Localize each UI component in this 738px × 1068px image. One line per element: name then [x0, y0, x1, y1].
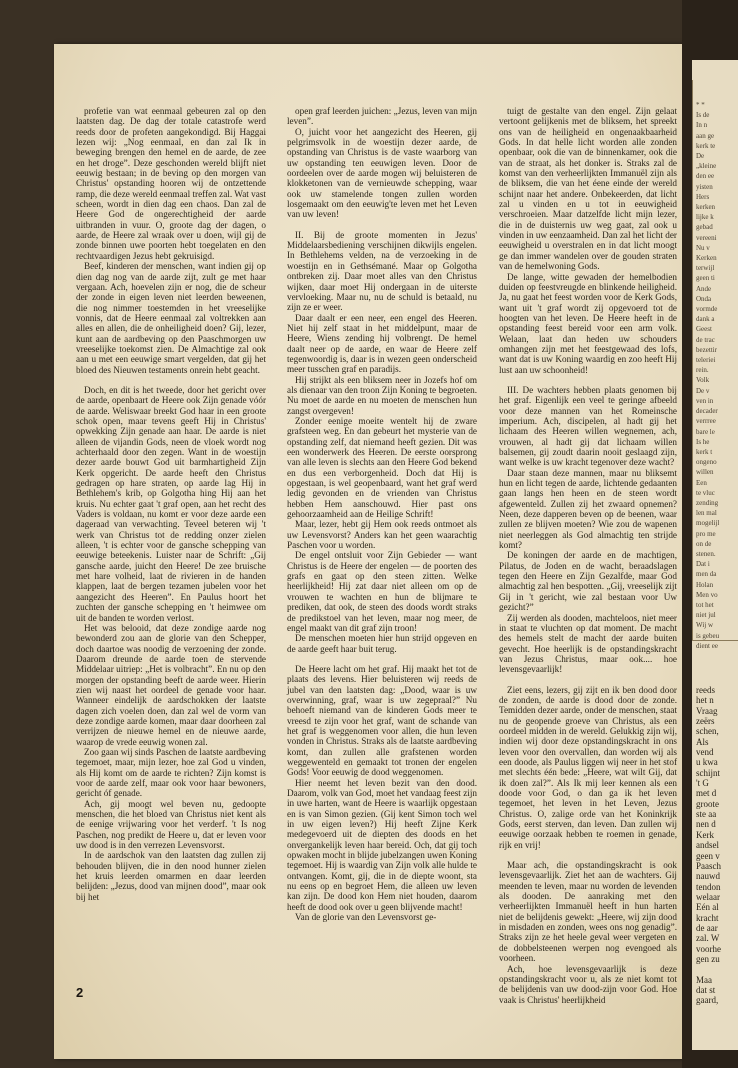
paragraph: De engel ontsluit voor Zijn Gebieder — want Christus is de Heere der engelen — de poorten des grafs en gaat op den steen zitten. Welke heerlijkheid! Hij zat daar niet alleen om op de vrouwen te wachten en hun de blijmare te prediken, dat ook, de steen des doods wordt straks de predikstoel van het leven, maar nog meer, de engel maakt van dit graf zijn troon! — [287, 550, 477, 633]
text-fragment: Volk — [696, 376, 710, 385]
text-fragment: met d — [696, 788, 717, 799]
text-fragment: te vluc — [696, 488, 715, 497]
text-fragment: gaard, — [696, 995, 719, 1006]
text-fragment: yisten — [696, 182, 713, 191]
text-fragment: ste aa — [696, 809, 717, 820]
text-fragment: De v — [696, 386, 710, 395]
text-fragment: zeërs — [696, 716, 715, 727]
text-fragment: nen d — [696, 819, 716, 830]
text-fragment: stenen. — [696, 549, 716, 558]
text-fragment: kerk te — [696, 141, 716, 150]
paragraph: De lange, witte gewaden der hemelbodien duiden op feestvreugde en blinkende heiligheid. Ja, nu gaat het feest worden voor de Kerk Gods, want uit 't graf wordt zij opgevoerd tot de hoogten van het leven. De Heere heeft in de opstanding feest bereid voor een arm volk. Welaan, laat dan heden uw schouders omhangen zijn met het feestgewaad des lofs, want dat is uw Koning waardig en zoo heeft Hij lust aan uw schoonheid! — [499, 271, 677, 375]
text-fragment: schen, — [696, 726, 719, 737]
text-fragment: Holan — [696, 580, 714, 589]
text-fragment: mogelijl — [696, 519, 720, 528]
text-fragment: Geest — [696, 325, 712, 334]
paragraph: Hier neemt het leven bezit van den dood. Daarom, volk van God, moet het vandaag feest zijn in uwe harten, want de Heere is waarlijk opgestaan en is van Simon gezien. (Gij kent Simon toch wel in uw eigen leven?) Hij heeft Zijne Kerk medegevoerd uit de diepten des doods en het onvergankelijk leven haar bereid. Och, dat gij toch opwaken mocht in blijde jubelzangen uwen Koning tegemoet. Hij is waardig van Zijn volk alle hulde te ontvangen. Komt, gij, die in de diepte woont, sta nu eens op en begroet Hem, die alleen uw leven kan zijn. De dood kon Hem niet houden, daarom heeft de dood ook over u geen blijvende macht! — [287, 777, 477, 912]
text-fragment: kerk t — [696, 447, 713, 456]
text-fragment: Is de — [696, 111, 710, 120]
text-fragment: schijnt — [696, 767, 720, 778]
text-fragment: welaar — [696, 891, 720, 902]
text-fragment: tot het — [696, 600, 714, 609]
paragraph: O, juicht voor het aangezicht des Heeren, gij pelgrimsvolk in de woestijn dezer aarde, de opstanding van Christus is de vaste waarborg van uw opstanding ten eeuwigen leven. Door de oordeelen over de aarde mogen wij beluisteren de klokketonen van de vernieuwde schepping, waar ook uw stamelende tongen zullen worden losgemaakt om den eeuwig'te leven met het Leven van uw leven! — [287, 126, 477, 220]
text-fragment: decader — [696, 407, 718, 416]
text-fragment: Ande — [696, 284, 712, 293]
text-fragment: Kerken — [696, 254, 717, 263]
text-fragment: den ee — [696, 172, 715, 181]
paragraph: De koningen der aarde en de machtigen, Pilatus, de Joden en de wacht, beraadslagen tegen den Heere en Zijn Gezalfde, maar God almachtig zal hen bespotten. „Gij, vreeselijk zijt Gij in 't gericht, wie zal bestaan voor Uw gezicht?” — [499, 550, 677, 613]
divider — [692, 80, 693, 640]
text-fragment: Als — [696, 736, 709, 747]
text-fragment: Kerk — [696, 829, 714, 840]
text-fragment: vormde — [696, 305, 718, 314]
column-2 — [287, 106, 477, 922]
text-fragment: aan ge — [696, 131, 715, 140]
paragraph: Hij strijkt als een bliksem neer in Jozefs hof om als dienaar van den troon Zijn Koning te begroeten. Nu moet de aarde en nu moeten de menschen hun zangst overgeven! — [287, 374, 477, 416]
text-fragment: tendon — [696, 881, 721, 892]
text-fragment: ongeno — [696, 458, 717, 467]
paragraph: Maar ach, die opstandingskracht is ook levensgevaarlijk. Ziet het aan de wachters. Gij meenden te leven, maar nu worden de levenden als dooden. De aanraking met den verheerlijkten Immanuël heeft in hun harten niet de belijdenis gewekt: „Heere, wij zijn dood in misdaden en zonden, wees ons nog genadig”. Straks zijn ze het heele geval weer vergeten en de dobbelsteenen werpen nog evengoed als voorheen. — [499, 860, 677, 964]
paragraph: Beef, kinderen der menschen, want indien gij op dien dag nog van de aarde zijt, zult ge met haar vergaan. Ach, hoevelen zijn er nog, die de scheur der zonde in eigen leven niet leerden beweenen, die nog nimmer toestemden in het vreeselijke vonnis, dat de Heere eenmaal zal voltrekken aan alles en allen, die de onheiligheid doen? Gij, lezer, kunt aan de aardbeving op den Paaschmorgen uw vreeselijke toekomst zien. De Almachtige zal ook aan u met een eeuwige smart vergelden, dat gij het bloed des Nieuwen testaments onrein hebt geacht. — [76, 261, 266, 375]
paragraph: Zoo gaan wij sinds Paschen de laatste aardbeving tegemoet, maar, mijn lezer, hoe zal God u vinden, als Hij komt om de aarde te richten? Zijn komst is voor de aarde zelf, maar ook voor haar bewoners, gericht óf genade. — [76, 746, 266, 799]
text-fragment: * * — [696, 101, 705, 109]
text-fragment: men da — [696, 570, 717, 579]
text-fragment: voorhe — [696, 943, 721, 954]
paragraph: De menschen moeten hier hun strijd opgeven en de aarde geeft haar buit terug. — [287, 633, 477, 654]
text-fragment: Onda — [696, 294, 712, 303]
text-fragment: vereeni — [696, 233, 717, 242]
divider — [692, 640, 738, 641]
paragraph: II. Bij de groote momenten in Jezus' Middelaarsbediening verschijnen dikwijls engelen. In Bethlehems velden, na de verzoeking in de woestijn en in Gethsémané. Maar op Golgotha ontbreken zij. Daar moet alles van den Christus wijken, daar moet Hij ondergaan in de uiterste vervloeking. Maar nu, nu de schuld is betaald, nu zijn ze er weer. — [287, 229, 477, 313]
text-fragment: de aar — [696, 922, 718, 933]
text-fragment: Nu v — [696, 243, 710, 252]
text-fragment: dient ee — [696, 641, 718, 650]
text-fragment: is gebeu — [696, 631, 720, 640]
text-fragment: niet jul — [696, 611, 716, 620]
text-fragment: het n — [696, 695, 714, 706]
paragraph: III. De wachters hebben plaats genomen bij het graf. Eigenlijk een veel te geringe afbeeld voor deze mannen van het Romeinsche imperium. Ach, discipelen, al hadt gij het lichaam des Heeren willen wegnemen, ach, vrouwen, al hadt gij dat lichaam willen balsemen, gij zoudt daarin nooit geslaagd zijn, want welke is uw kracht tegenover deze wacht? — [499, 384, 677, 468]
paragraph: Ach, gij moogt wel beven nu, gedoopte menschen, die het bloed van Christus niet kent als de eenige vrijwaring voor het verderf. 't Is nog Paschen, nog predikt de Heere u, dat er leven voor uw dood is in den verrezen Levensvorst. — [76, 798, 266, 851]
text-fragment: willen — [696, 468, 714, 477]
text-fragment: zending — [696, 498, 719, 507]
paragraph: open graf leerden juichen: „Jezus, leven van mijn leven”. — [287, 106, 477, 127]
text-fragment: de trac — [696, 335, 715, 344]
text-fragment: kerken — [696, 203, 716, 212]
paragraph: profetie van wat eenmaal gebeuren zal op den laatsten dag. De dag der totale catastrofe werd reeds door de profeten aangekondigd. Bij Haggai lezen wij: „Nog eenmaal, en dan zal Ik in beweging brengen den hemel en de aarde, de zee en het droge”. Deze geschonden wereld blijft niet eeuwig bestaan; in de beving op den morgen van Christus' opstanding hooren wij de ontzettende ramp, die deze wereld eenmaal treffen zal. Wat vast scheen, wordt in dien dag een chaos. Dan zal de Heere God de ongerechtigheid der aarde uitbranden in vuur. O, groote dag der dagen, o aarde, de Heere zal wraak over u doen, wijl gij de zonde binnen uwe poorten hebt toegelaten en den rechtvaardigen Jezus hebt gekruisigd. — [76, 106, 266, 261]
text-fragment: zal. W — [696, 933, 720, 944]
paragraph: Van de glorie van den Levensvorst ge- — [295, 912, 437, 923]
text-fragment: kracht — [696, 912, 719, 923]
text-fragment: Paasch — [696, 860, 721, 871]
text-fragment: Men vo — [696, 590, 718, 599]
text-fragment: dat st — [696, 984, 716, 995]
paragraph: Daar daalt er een neer, een engel des Heeren. Niet hij zelf staat in het middelpunt, maar de Heere, Wiens zending hij volbrengt. De hemel daalt neer op de aarde, en waar de Heere zelf tegenwoordig is, daar is in wezen geen onderscheid meer tusschen graf en paradijs. — [287, 312, 477, 375]
text-fragment: verrree — [696, 417, 716, 426]
text-fragment: gen zu — [696, 953, 720, 964]
text-fragment: bezettir — [696, 345, 717, 354]
text-fragment: Eén al — [696, 902, 719, 913]
text-fragment: Hers — [696, 192, 710, 201]
paragraph: tuigt de gestalte van den engel. Zijn gelaat vertoont gelijkenis met de bliksem, het spreekt ons van de heiligheid en ongenaakbaarheid Gods. In dat helle licht worden alle zonden openbaar, ook die van de binnenkamer, ook die van de straat, als het donker is. Straks zal de komst van den verheerlijkten Immanuël zijn als de bliksem, die van het éene einde der wereld schijnt naar het andere. Onbekeerden, dat licht zal u vinden en u tot in eeuwigheid verschroeien. Maar datzelfde licht mijn lezer, die in de duisternis uw weg gaat, zal ook u vinden in uw eenzaamheid. Dan zal het licht der eeuwigheid u overstralen en in dat licht moogt ge dan immer wandelen over de gouden straten van de hemelwoning Gods. — [499, 106, 677, 272]
text-fragment: groote — [696, 798, 719, 809]
text-fragment: vend — [696, 747, 714, 758]
paragraph: Maar, lezer, hebt gij Hem ook reeds ontmoet als uw Levensvorst? Anders kan het geen waarachtig Paschen voor u worden. — [287, 519, 477, 551]
text-fragment: u kwa — [696, 757, 718, 768]
text-fragment: on de — [696, 539, 712, 548]
text-fragment: len mal — [696, 509, 717, 518]
page — [54, 44, 682, 1059]
text-fragment: teleriei — [696, 356, 716, 365]
text-fragment: Vraag — [696, 705, 718, 716]
next-page-text-top — [696, 100, 738, 651]
text-fragment: Is he — [696, 437, 710, 446]
text-fragment: rein. — [696, 366, 709, 375]
paragraph: Het was belooid, dat deze zondige aarde nog bewonderd zou aan de glorie van den Schepper, doch daartoe was noodig de verzoening der zonde. Daarom dreunde de aarde toen de stervende Middelaar uitriep: „Het is volbracht”. En nu op den morgen der opstanding beeft de aarde weer. Hierin zien wij naast het oordeel de genade voor haar. Wanneer eindelijk de aardschokken der laatste dagen zich voelen doen, dan zal wel de vorm van deze zondige aarde komen, maar daar doorheen zal verrijzen de nieuwe hemel en de nieuwe aarde, waarop de vrede eeuwig wonen zal. — [76, 622, 266, 747]
text-fragment: Wij w — [696, 621, 714, 630]
text-fragment: De — [696, 152, 705, 161]
next-page-text-bottom — [696, 685, 738, 1006]
text-fragment: andsel — [696, 840, 719, 851]
next-page-edge — [692, 60, 738, 1050]
page-number: 2 — [76, 985, 84, 1000]
paragraph: Zij werden als dooden, machteloos, niet meer in staat te vluchten op dat moment. De macht des hemels stelt de macht der aarde buiten gevecht. Hoe heerlijk is de opstandingskracht van Jezus Christus, maar ook.... hoe levensgevaarlijk! — [499, 612, 677, 675]
text-fragment: ven in — [696, 396, 714, 405]
paragraph: Doch, en dit is het tweede, door het gericht over de aarde, openbaart de Heere ook Zijn genade vóór de aarde. Weliswaar breekt God haar in een groote schok open, maar tevens geeft Hij in Christus' opwekking Zijn genade aan haar. De aarde is niet alleen de vijandin Gods, neen de vloek wordt nog achterhaald door den zegen. Want in de woestijn dezer aarde bouwt God uit barmhartigheid Zijn Kerk opgericht. De aarde heeft den Christus gedragen op hare straten, op aarde lag Hij in Bethlehem's krib, op Golgotha hing Hij aan het kruis. Nu echter gaat 't graf open, aan het recht des Vaders is voldaan, nu komt er voor deze aarde een dageraad van verwachting. Teveel beteren wij 't werk van Christus tot de redding onzer zielen alleen, 't is echter voor de gansche schepping van eeuwige beteekenis. Luister naar de Schrift: „Gij gansche aarde, juicht den Heere! De zee bruische met hare volheid, laat de rivieren in de handen klappen, laat de bergen tezamen jubelen voor het aangezicht des Heeren”. En Paulus hoort het zuchten der gansche schepping en 't heimwee om uit de banden te worden verlost. — [76, 384, 266, 623]
paragraph: De Heere lacht om het graf. Hij maakt het tot de plaats des levens. Hier beluisteren wij reeds de jubel van den laatsten dag: „Dood, waar is uw overwinning, graf, waar is uw zegepraal?” Nu behoeft niemand van de kinderen Gods meer te vreesd te zijn voor het graf, want de schande van het graf is weggenomen voor allen, die hun leven vonden in Christus. Straks als de laatste aardbeving komt, dan zullen alle grafstenen worden weggewenteld en gemaakt tot tronen der engelen Gods! Voor eeuwig de dood weggenomen. — [287, 663, 477, 778]
paragraph: In de aardschok van den laatsten dag zullen zij behouden blijven, die in den nood hunner zielen het kruis leerden omarmen en daar leerden belijden: „Jezus, dood van mijnen dood”, maar ook bij het — [76, 850, 266, 902]
text-fragment: geen ti — [696, 274, 715, 283]
text-fragment: gebad — [696, 223, 713, 232]
text-fragment: 't G — [696, 778, 709, 789]
column-3 — [499, 106, 677, 1005]
text-fragment: nauwd — [696, 871, 720, 882]
column-1 — [76, 106, 266, 902]
text-fragment: geen v — [696, 850, 720, 861]
text-fragment: In n — [696, 121, 708, 130]
text-fragment: Dat i — [696, 560, 710, 569]
text-fragment: Een — [696, 478, 707, 487]
text-fragment: reeds — [696, 685, 715, 695]
text-fragment — [696, 964, 738, 974]
paragraph: Zonder eenige moeite wentelt hij de zware grafsteen weg. En dan gebeurt het mysterie van de opstanding zelf, dat niemand heeft gezien. Dit was een wonderwerk des Heeren. De eerste oorsprong van alle leven is slechts aan den Heere God bekend en dus een verborgenheid. Doch dat Hij is opgestaan, is wel geopenbaard, want het graf werd ledig gevonden en de vrienden van Christus hebben Hem aanschouwd. Hier past ons gehoorzaamheid aan de Heilige Schrift! — [287, 415, 477, 520]
paragraph: Daar staan deze mannen, maar nu bliksemt hun en licht tegen de aarde, lichtende gedaanten gaan langs hen heen en de steen wordt afgewenteld. Zullen zij het zwaard opnemen? Neen, deze dapperen beven op de beenen, waar zullen ze blijven moeten? Wie zou de wapenen niet neerleggen als God almachtig ten strijde komt? — [499, 467, 677, 551]
text-fragment: Maa — [696, 974, 712, 985]
paragraph: Ach, hoe levensgevaarlijk is deze opstandingskracht voor u, als ze niet komt tot de belijdenis van uw dood-zijn voor God. Hoe vaak is Christus' heerlijkheid — [499, 963, 677, 1005]
text-fragment: terwijl — [696, 264, 715, 273]
text-fragment: pro me — [696, 529, 716, 538]
text-fragment: bare le — [696, 427, 715, 436]
text-fragment: „kleine — [696, 162, 717, 171]
text-fragment: dank a — [696, 315, 715, 324]
paragraph: Ziet eens, lezers, gij zijt en ik ben dood door de zonden, de aarde is dood door de zonde. Temidden dezer aarde, onder de menschen, staat nu de geopende groeve van Christus, als een oordeel midden in de wereld. Gelukkig zijn wij, indien wij door deze opstandingskracht in ons leven voor den overvallen, dan worden wij als een doode, als Paulus liggen wij neer in het stof met slechts één bede: „Heere, wat wilt Gij, dat ik doen zal?”. Als Ik mij leer kennen als een doode voor God, o dan ga ik het leven tegemoet, het leven in het Leven, Jezus Christus. O, zalige orde van het Koninkrijk Gods, eerst sterven, dan leven. Dan zullen wij eeuwige oorzaak hebben te roemen in genade, rijk en vrij! — [499, 684, 677, 850]
text-fragment: lijke k — [696, 213, 714, 222]
